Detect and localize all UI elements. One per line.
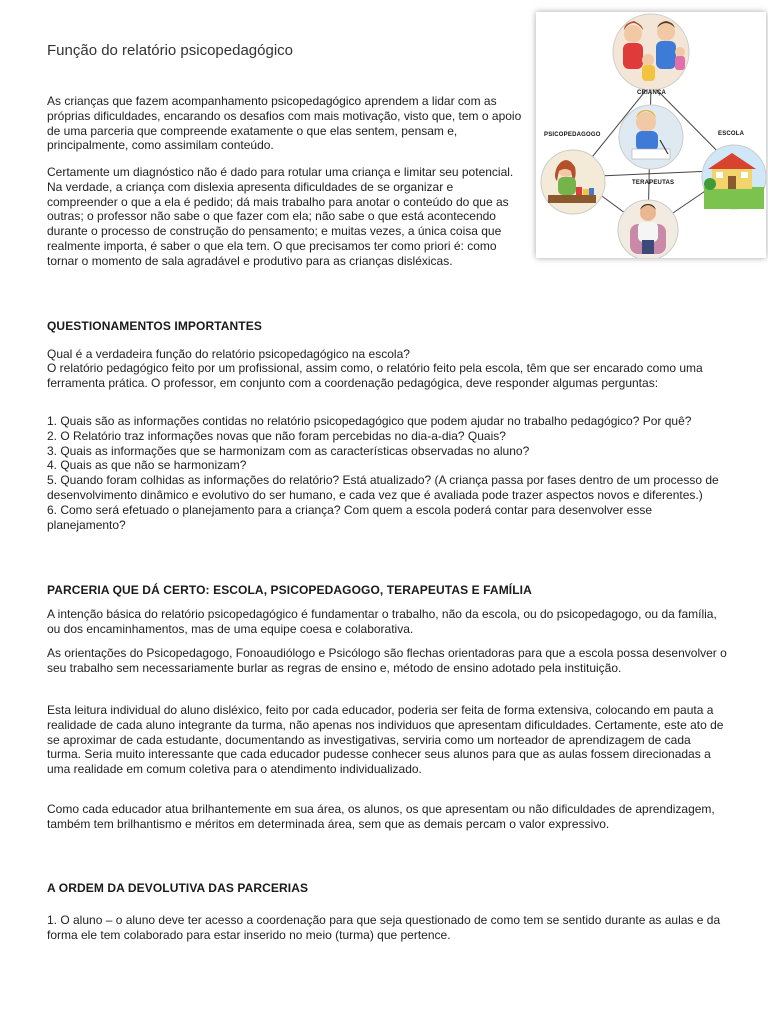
label-psicopedagogo: PSICOPEDAGOGO bbox=[544, 132, 601, 138]
partnership-illustration bbox=[536, 12, 766, 258]
list-item: 4. Quais as que não se harmonizam? bbox=[47, 458, 247, 473]
section1-paragraph: O relatório pedagógico feito por um profissional, assim como, o relatório feito pela escola, têm que ser encarado como uma ferramenta prática. O professor, em conjunto com a coordenação pedagógica, deve responder algumas perguntas: bbox=[47, 361, 703, 390]
section-heading-questionamentos: QUESTIONAMENTOS IMPORTANTES bbox=[47, 319, 262, 333]
label-terapeutas: TERAPEUTAS bbox=[632, 180, 675, 186]
child-figure bbox=[619, 105, 683, 169]
therapist-figure bbox=[618, 200, 678, 258]
list-item: 6. Como será efetuado o planejamento para a criança? Com quem a escola poderá contar para desenvolver esse planejamento? bbox=[47, 502, 653, 532]
section2-paragraph-4: Como cada educador atua brilhantemente em sua área, os alunos, os que apresentam ou não dificuldades de aprendizagem, também tem brilhantismo e méritos em determinada área, sem que as demais percam o valor expressivo. bbox=[47, 802, 715, 831]
family-figure bbox=[613, 14, 689, 90]
list-item: 1. Quais são as informações contidas no relatório psicopedagógico que podem ajudar no trabalho pedagógico? Por quê? bbox=[47, 414, 692, 428]
psychopedagogue-figure bbox=[541, 150, 605, 214]
label-crianca: CRIANÇA bbox=[637, 90, 667, 96]
section2-paragraph-2: As orientações do Psicopedagogo, Fonoaudiólogo e Psicólogo são flechas orientadoras para que a escola possa desenvolver o seu trabalho sem necessariamente burlar as regras de ensino e, método de ensino adotado pela instituição. bbox=[47, 646, 727, 675]
intro-paragraph-2: Certamente um diagnóstico não é dado para rotular uma criança e limitar seu potencial. Na verdade, a criança com dislexia apresenta dificuldades de se organizar e compreender o que a ela é pedido; dá mais trabalho para anotar o conteúdo do que as outras; o professor não sabe o que fazer com ela; não sabe o que está acontecendo durante o processo de construção do pensamento; e muitas vezes, a única coisa que realmente importa, é saber o que ela tem. O que precisamos ter como priori é: como tornar o momento de sala agradável e produtivo para as crianças disléxicas. bbox=[47, 165, 514, 268]
list-item: 3. Quais as informações que se harmonizam com as características observadas no aluno? bbox=[47, 443, 530, 458]
page-title: Função do relatório psicopedagógico bbox=[47, 42, 293, 59]
section2-paragraph-3: Esta leitura individual do aluno disléxico, feito por cada educador, poderia ser feita de forma extensiva, colocando em pauta a realidade de cada aluno integrante da turma, não apenas nos individuos que apresentam dificuldades. Certamente, este ato de se aproximar de cada estudante, documentando as investigativas, serviria como um norteador de aprendizagem de cada turma. Seria muito interessante que cada educador pudesse conhecer seus alunos para que as aulas fossem direcionadas a uma realidade em comum coletiva para o atendimento individualizado. bbox=[47, 703, 724, 777]
section3-paragraph-1: 1. O aluno – o aluno deve ter acesso a coordenação para que seja questionado de como tem se sentido durante as aulas e da forma ele tem colaborado para estar inserido no meio (turma) que pertence. bbox=[47, 913, 721, 942]
section2-paragraph-1: A intenção básica do relatório psicopedagógico é fundamentar o trabalho, não da escola, ou do psicopedagogo, ou da família, ou dos encaminhamentos, mas de uma equipe coesa e colaborativa. bbox=[47, 607, 717, 636]
intro-paragraph-1: As crianças que fazem acompanhamento psicopedagógico aprendem a lidar com as próprias dificuldades, encarando os desafios com mais motivação, visto que, tem o apoio de uma parceria que compreende exatamente o que elas sentem, pensam e, principalmente, como assimilam conteúdo. bbox=[47, 94, 522, 153]
label-escola: ESCOLA bbox=[718, 131, 745, 137]
questions-list bbox=[47, 414, 727, 532]
section1-question: Qual é a verdadeira função do relatório psicopedagógico na escola? bbox=[47, 347, 410, 361]
section-heading-parceria: PARCERIA QUE DÁ CERTO: ESCOLA, PSICOPEDAGOGO, TERAPEUTAS E FAMÍLIA bbox=[47, 583, 532, 597]
section-heading-devolutiva: A ORDEM DA DEVOLUTIVA DAS PARCERIAS bbox=[47, 881, 309, 895]
list-item: 5. Quando foram colhidas as informações do relatório? Está atualizado? (A criança passa por fases dentro de um processo de desenvolvimento dinâmico e evolutivo do ser humano, e cada vez que é avaliada pode trazer aspectos novos e diferentes.) bbox=[47, 473, 719, 502]
school-figure bbox=[702, 145, 766, 209]
list-item: 2. O Relatório traz informações novas que não foram percebidas no dia-a-dia? Quais? bbox=[47, 428, 506, 443]
